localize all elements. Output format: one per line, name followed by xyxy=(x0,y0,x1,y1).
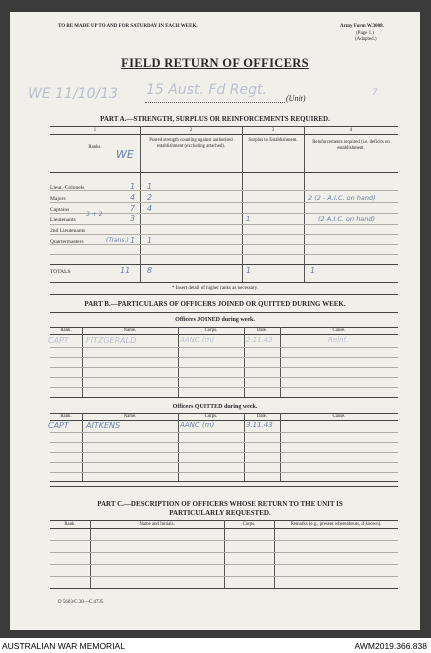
joined-rank: CAPT xyxy=(48,336,69,345)
form-number: Army Form W.3008. xyxy=(340,24,384,29)
rank-label: Majors xyxy=(50,196,66,202)
unit-line xyxy=(145,102,285,103)
part-c-heading: PART C.—DESCRIPTION OF OFFICERS WHOSE RETURN TO THE UNIT IS PARTICULARLY REQUESTED. xyxy=(97,500,343,517)
footer-left: AUSTRALIAN WAR MEMORIAL xyxy=(2,641,125,651)
footer-bar xyxy=(0,638,431,653)
form-page: (Page 1.) xyxy=(356,31,375,36)
unit-label: (Unit) xyxy=(286,94,306,103)
hand-est: 1 xyxy=(130,236,136,245)
hand-reinf: (2 A.I.C. on hand) xyxy=(318,215,376,223)
quitted-title: Officers QUITTED during week. xyxy=(172,404,258,410)
partc-col-remarks: Remarks (e.g., present whereabouts, if known). xyxy=(290,522,382,527)
total-posted: 8 xyxy=(147,266,153,275)
hand-posted: 2 xyxy=(147,193,153,202)
header-instruction: TO BE MADE UP TO AND FOR SATURDAY IN EACH WEEK. xyxy=(58,24,198,29)
form-sheet xyxy=(10,12,420,630)
quitted-col-date: Date. xyxy=(256,414,268,419)
form-adapted: (Adapted.) xyxy=(355,37,377,42)
joined-col-date: Date. xyxy=(256,328,268,333)
hand-est: 4 xyxy=(130,193,136,202)
col-number-1: 1 xyxy=(93,128,97,133)
partc-col-rank: Rank. xyxy=(64,522,76,527)
hand-qm-note: (Trans.) xyxy=(106,237,129,244)
hand-reinf: 2 (2 - A.I.C. on hand) xyxy=(308,194,376,202)
rank-label: Captains xyxy=(50,207,70,213)
rank-label: Lieut.-Colonels xyxy=(50,185,85,191)
col-number-2: 2 xyxy=(189,128,193,133)
quitted-col-corps: Corps. xyxy=(204,414,218,419)
joined-cause: Reinf. xyxy=(328,336,349,344)
hand-est: 1 xyxy=(130,182,136,191)
joined-title: Officers JOINED during week. xyxy=(175,317,255,323)
hand-posted: 4 xyxy=(147,204,153,213)
joined-col-name: Name. xyxy=(123,328,137,333)
rank-label: Quartermasters xyxy=(50,239,84,245)
total-surplus: 1 xyxy=(246,266,252,275)
totals-label: TOTALS xyxy=(50,269,71,275)
joined-name: FITZGERALD xyxy=(86,336,137,345)
col-number-3: 3 xyxy=(271,128,275,133)
hand-posted: 1 xyxy=(147,236,153,245)
footer-right: AWM2019.366.838 xyxy=(354,641,427,651)
handwritten-we: WE xyxy=(116,148,134,161)
rank-label: Lieutenants xyxy=(50,217,76,223)
joined-corps: AANC (m) xyxy=(180,336,215,344)
handwritten-we-date: WE 11/10/13 xyxy=(28,86,119,102)
handwritten-mark: 7 xyxy=(372,88,378,98)
col-header-reinforcements: Reinforcements required (i.e. deficits on establishment. xyxy=(312,140,390,151)
hand-captains-note: 3 + 2 xyxy=(86,211,103,218)
page-title: FIELD RETURN OF OFFICERS xyxy=(121,56,309,70)
part-a-note: * Insert detail of higher ranks as necessary. xyxy=(171,286,259,291)
hand-est: 7 xyxy=(130,204,136,213)
col-header-surplus: Surplus to Establishment. xyxy=(248,138,298,143)
hand-posted: 1 xyxy=(147,182,153,191)
quitted-col-rank: Rank. xyxy=(60,414,72,419)
part-a-heading: PART A.—STRENGTH, SURPLUS OR REINFORCEMENTS REQUIRED. xyxy=(100,115,330,123)
quitted-name: AITKENS xyxy=(86,421,121,430)
partc-col-corps: Corps. xyxy=(242,522,256,527)
joined-date: 2.11.43 xyxy=(246,336,273,344)
total-reinf: 1 xyxy=(310,266,316,275)
rank-label: 2nd Lieutenants xyxy=(50,228,86,234)
partc-col-name: Name and Initials. xyxy=(139,522,175,527)
col-header-ranks: Ranks. xyxy=(88,145,102,150)
quitted-corps: AANC (m) xyxy=(180,421,215,429)
part-b-heading: PART B.—PARTICULARS OF OFFICERS JOINED OR QUITTED DURING WEEK. xyxy=(84,300,346,308)
handwritten-unit: 15 Aust. Fd Regt. xyxy=(146,82,267,98)
col-number-4: 4 xyxy=(349,128,353,133)
hand-est: 3 xyxy=(130,214,136,223)
quitted-rank: CAPT xyxy=(48,421,69,430)
joined-col-rank: Rank. xyxy=(60,328,72,333)
joined-col-corps: Corps. xyxy=(204,328,218,333)
joined-col-cause: Cause. xyxy=(332,328,346,333)
quitted-col-name: Name. xyxy=(123,414,137,419)
col-header-posted: Posted strength counting against authorised establishment (excluding attached). xyxy=(149,138,233,149)
quitted-date: 3.11.43 xyxy=(246,421,273,429)
print-code: D 5603/C.30—C.4735 xyxy=(58,600,104,605)
total-est: 11 xyxy=(120,266,131,275)
quitted-col-cause: Cause. xyxy=(332,414,346,419)
hand-surplus: 1 xyxy=(246,215,251,223)
